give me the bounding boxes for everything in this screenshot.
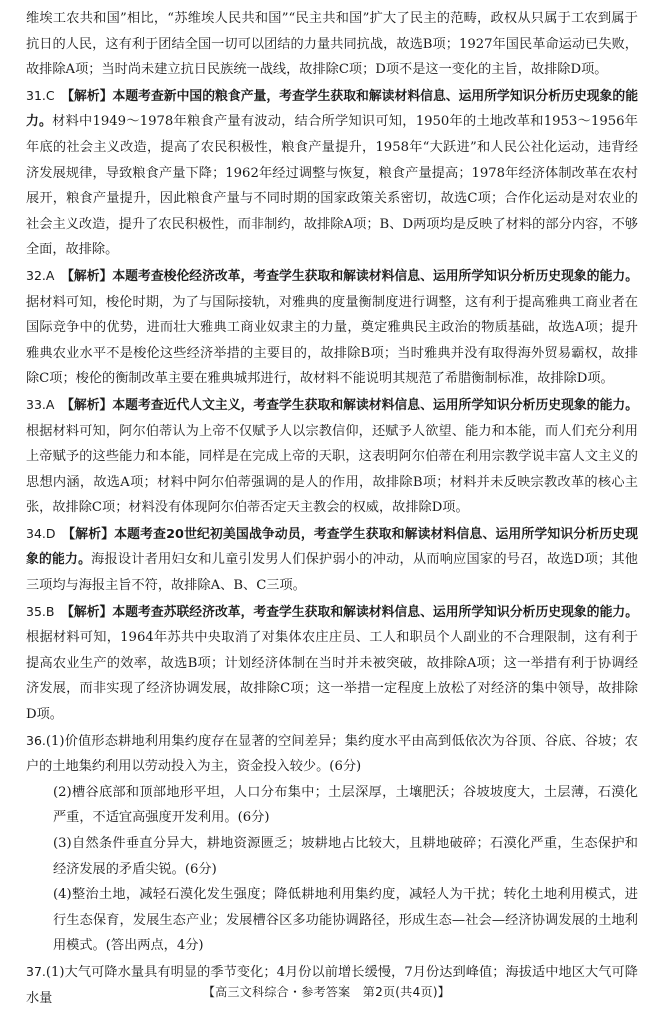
question-37-item-text: (1)大气可降水量具有明显的季节变化；4月份以前增长缓慢，7月份达到峰值；海拔适中地区大气可降水量 (26, 964, 638, 1006)
question-number: 33. (26, 396, 46, 412)
question-36-item-1 (26, 728, 638, 780)
question-number: 36. (26, 732, 46, 748)
page-footer: 【高三文科综合・参考答案 第2页(共4页)】 (202, 985, 451, 999)
question-number: 35. (26, 603, 46, 619)
analysis-body: 海报设计者用妇女和儿童引发男人们保护弱小的冲动，从而响应国家的号召，故选D项；其他三项均与海报主旨不符，故排除A、B、C三项。 (26, 552, 638, 594)
analysis-lead: 本题考查20世纪初美国战争动员，考查学生获取和解读材料信息、运用所学知识分析历史现象的能力。 (26, 526, 639, 568)
analysis-tag: 【解析】 (61, 88, 113, 104)
analysis-body: 根据材料可知，阿尔伯蒂认为上帝不仅赋予人以宗教信仰，还赋予人欲望、能力和本能，而人们充分利用上帝赋予的这些能力和本能，同样是在完成上帝的天职，这表明阿尔伯蒂在利用宗教学说丰富人文主义的思想内涵，故选A项；材料中阿尔伯蒂强调的是人的作用，故排除B项；材料并未反映宗教改革的核心主张，故排除C项；材料没有体现阿尔伯蒂否定天主教会的权威，故排除D项。 (26, 423, 638, 516)
analysis-tag: 【解析】 (61, 268, 113, 284)
analysis-lead: 本题考查新中国的粮食产量，考查学生获取和解读材料信息、运用所学知识分析历史现象的能力。 (26, 88, 639, 130)
question-36-item-4: (4)整治土地，减轻石漠化发生强度；降低耕地利用集约度，减轻人为干扰；转化土地利用模式，进行生态保育，发展生态产业；发展槽谷区多功能协调路径，形成生态—社会—经济协调发展的土地利用模式。(答出两点，4分) (53, 887, 638, 954)
question-number: 31. (26, 87, 46, 103)
question-list (26, 83, 638, 728)
analysis-tag: 【解析】 (61, 397, 113, 413)
question-33 (26, 392, 638, 521)
analysis-body: 材料中1949～1978年粮食产量有波动，结合所学知识可知，1950年的土地改革和1953～1956年年底的社会主义改造，提高了农民积极性，粮食产量提升，1958年“大跃进”和人民公社化运动，违背经济发展规律，导致粮食产量下降；1962年经过调整与恢复，粮食产量提高；1978年经济体制改革在农村展开，粮食产量提升，因此粮食产量与不同时期的国家政策关系密切，故选C项；合作化运动是对农业的社会主义改造，提升了农民积极性，而非制约，故排除A项；B、D两项均是反映了材料的部分内容，不够全面，故排除。 (26, 114, 638, 258)
analysis-tag: 【解析】 (62, 526, 115, 542)
analysis-tag: 【解析】 (61, 604, 113, 620)
question-36-item-text: (1)价值形态耕地利用集约度存在显著的空间差异；集约度水平由高到低依次为谷顶、谷底、谷坡；农户的土地集约利用以劳动投入为主，资金投入较少。(6分) (26, 733, 638, 775)
question-number: 32. (26, 267, 46, 283)
answer-letter: B (45, 603, 55, 619)
answer-letter: C (45, 87, 55, 103)
answer-letter: D (45, 525, 56, 541)
question-number: 37. (26, 963, 46, 979)
answer-letter: A (45, 267, 55, 283)
question-35 (26, 599, 638, 728)
continuation-paragraph: 维埃工农共和国”相比，“苏维埃人民共和国”“民主共和国”扩大了民主的范畴，政权从只属于工农到属于抗日的人民，这有利于团结全国一切可以团结的力量共同抗战，故选B项；1927年国民革命运动已失败，故排除A项；当时尚未建立抗日民族统一战线，故排除C项；D项不是这一变化的主旨，故排除D项。 (26, 11, 638, 78)
question-36 (26, 728, 638, 959)
analysis-body: 据材料可知，梭伦时期，为了与国际接轨，对雅典的度量衡制度进行调整，这有利于提高雅典工商业者在国际竞争中的优势，进而壮大雅典工商业奴隶主的力量，奠定雅典民主政治的物质基础，故选A项；提升雅典农业水平不是梭伦这些经济举措的主要目的，故排除B项；当时雅典并没有取得海外贸易霸权，故排除C项；梭伦的衡制改革主要在雅典城邦进行，故材料不能说明其规范了希腊衡制标准，故排除D项。 (26, 294, 638, 387)
question-36-item-2: (2)槽谷底部和顶部地形平坦，人口分布集中；土层深厚，土壤肥沃；谷坡坡度大，土层薄，石漠化严重，不适宜高强度开发利用。(6分) (53, 784, 638, 826)
question-34 (26, 521, 638, 599)
analysis-body: 根据材料可知，1964年苏共中央取消了对集体农庄庄员、工人和职员个人副业的不合理限制，这有利于提高农业生产的效率，故选B项；计划经济体制在当时并未被突破，故排除A项；这一举措有利于协调经济发展，而非实现了经济协调发展，故排除C项；这一举措一定程度上放松了对经济的集中领导，故排除D项。 (26, 630, 638, 723)
question-number: 34. (26, 525, 46, 541)
analysis-lead: 本题考查梭伦经济改革，考查学生获取和解读材料信息、运用所学知识分析历史现象的能力。 (112, 268, 639, 284)
answer-page (26, 6, 638, 1011)
question-31 (26, 83, 638, 263)
analysis-lead: 本题考查苏联经济改革，考查学生获取和解读材料信息、运用所学知识分析历史现象的能力。 (112, 604, 639, 620)
analysis-lead: 本题考查近代人文主义，考查学生获取和解读材料信息、运用所学知识分析历史现象的能力。 (112, 397, 639, 413)
question-32 (26, 263, 638, 392)
question-36-item-3: (3)自然条件垂直分异大，耕地资源匮乏；坡耕地占比较大，且耕地破碎；石漠化严重，生态保护和经济发展的矛盾尖锐。(6分) (53, 836, 638, 877)
answer-letter: A (45, 396, 55, 412)
